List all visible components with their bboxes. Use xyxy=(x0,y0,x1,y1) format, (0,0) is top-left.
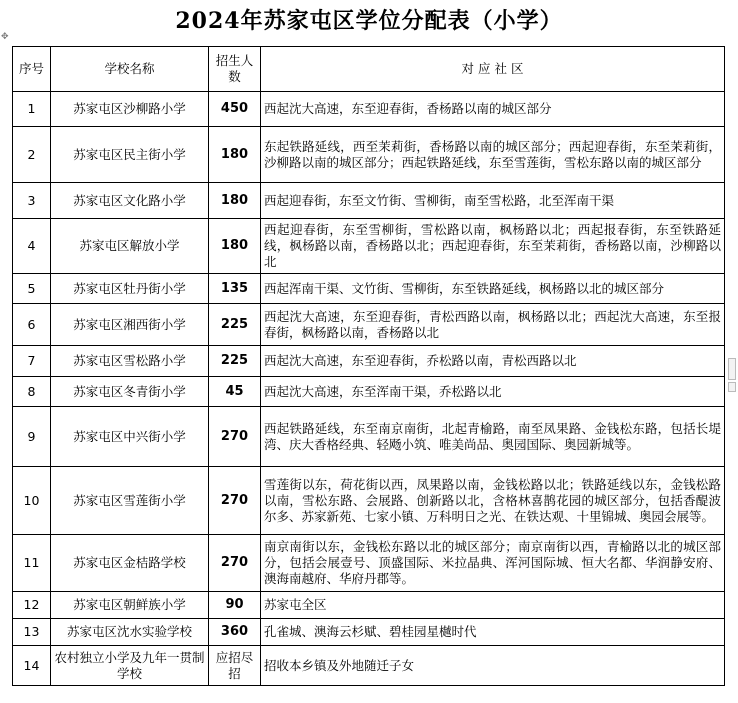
row-area: 苏家屯全区 xyxy=(261,592,725,619)
row-school-name: 苏家屯区雪松路小学 xyxy=(51,346,209,377)
row-school-name: 苏家屯区金桔路学校 xyxy=(51,535,209,592)
header-no: 序号 xyxy=(13,47,51,92)
row-area: 雪莲街以东，荷花街以西，凤果路以南，金钱松路以北；铁路延线以东，金钱松路以南，雪松东路、会展路、创新路以北，含格林喜鹊花园的城区部分，包括香醍波尔多、苏家新苑、七家小镇、万科明日之光、在铁达观、十里锦城、奥园会展等。 xyxy=(261,467,725,535)
table-row xyxy=(13,592,725,619)
row-area: 西起沈大高速，东至迎春街，青松西路以南，枫杨路以北；西起沈大高速，东至报春街，枫杨路以南，香杨路以北 xyxy=(261,304,725,346)
table-row xyxy=(13,535,725,592)
row-school-name: 农村独立小学及九年一贯制学校 xyxy=(51,646,209,686)
row-no: 9 xyxy=(13,407,51,467)
table-header-row xyxy=(13,47,725,92)
row-no: 13 xyxy=(13,619,51,646)
row-area: 南京南街以东，金钱松东路以北的城区部分；南京南街以西，青榆路以北的城区部分，包括会展壹号、顶盛国际、米拉晶典、浑河国际城、恒大名都、华润静安府、澳海南越府、华府丹郡等。 xyxy=(261,535,725,592)
row-school-name: 苏家屯区雪莲街小学 xyxy=(51,467,209,535)
row-quota: 225 xyxy=(209,304,261,346)
table-row xyxy=(13,92,725,127)
row-no: 12 xyxy=(13,592,51,619)
row-quota: 270 xyxy=(209,535,261,592)
row-area: 西起铁路延线，东至南京南街，北起青榆路，南至凤果路、金钱松东路，包括长堤湾、庆大香格经典、轻飏小筑、唯美尚品、奥园国际、奥园新城等。 xyxy=(261,407,725,467)
row-quota: 应招尽招 xyxy=(209,646,261,686)
row-no: 1 xyxy=(13,92,51,127)
row-no: 11 xyxy=(13,535,51,592)
table-row xyxy=(13,346,725,377)
row-school-name: 苏家屯区朝鲜族小学 xyxy=(51,592,209,619)
row-no: 8 xyxy=(13,377,51,407)
row-school-name: 苏家屯区中兴街小学 xyxy=(51,407,209,467)
table-row xyxy=(13,646,725,686)
row-area: 西起迎春街，东至雪柳街，雪松路以南，枫杨路以北；西起报春街，东至铁路延线，枫杨路以南，香杨路以北；西起迎春街，东至茉莉街，香杨路以南，沙柳路以北 xyxy=(261,219,725,274)
row-no: 14 xyxy=(13,646,51,686)
row-school-name: 苏家屯区沙柳路小学 xyxy=(51,92,209,127)
row-quota: 360 xyxy=(209,619,261,646)
scroll-handle-lower[interactable] xyxy=(728,382,736,392)
page-title: 2024年苏家屯区学位分配表（小学） xyxy=(175,8,563,34)
row-quota: 180 xyxy=(209,183,261,219)
table-row xyxy=(13,619,725,646)
row-school-name: 苏家屯区解放小学 xyxy=(51,219,209,274)
row-quota: 270 xyxy=(209,407,261,467)
allocation-table xyxy=(12,46,725,686)
row-school-name: 苏家屯区牡丹街小学 xyxy=(51,274,209,304)
row-school-name: 苏家屯区沈水实验学校 xyxy=(51,619,209,646)
row-no: 6 xyxy=(13,304,51,346)
header-area: 对 应 社 区 xyxy=(261,47,725,92)
row-area: 西起迎春街，东至文竹街、雪柳街，南至雪松路，北至浑南干渠 xyxy=(261,183,725,219)
row-quota: 90 xyxy=(209,592,261,619)
table-row xyxy=(13,274,725,304)
row-no: 2 xyxy=(13,127,51,183)
row-school-name: 苏家屯区民主街小学 xyxy=(51,127,209,183)
row-area: 西起浑南干渠、文竹街、雪柳街，东至铁路延线，枫杨路以北的城区部分 xyxy=(261,274,725,304)
row-quota: 45 xyxy=(209,377,261,407)
row-no: 4 xyxy=(13,219,51,274)
row-area: 东起铁路延线，西至茉莉街，香杨路以南的城区部分；西起迎春街，东至茉莉街，沙柳路以南的城区部分；西起铁路延线，东至雪莲街，雪松东路以南的城区部分 xyxy=(261,127,725,183)
table-row xyxy=(13,467,725,535)
row-quota: 135 xyxy=(209,274,261,304)
row-quota: 450 xyxy=(209,92,261,127)
row-quota: 180 xyxy=(209,127,261,183)
row-no: 7 xyxy=(13,346,51,377)
table-row xyxy=(13,377,725,407)
table-row xyxy=(13,183,725,219)
row-area: 西起沈大高速，东至浑南干渠，乔松路以北 xyxy=(261,377,725,407)
row-school-name: 苏家屯区文化路小学 xyxy=(51,183,209,219)
table-row xyxy=(13,219,725,274)
row-no: 3 xyxy=(13,183,51,219)
scroll-handle[interactable] xyxy=(728,358,736,380)
row-no: 10 xyxy=(13,467,51,535)
row-quota: 180 xyxy=(209,219,261,274)
row-school-name: 苏家屯区湘西街小学 xyxy=(51,304,209,346)
row-quota: 270 xyxy=(209,467,261,535)
row-area: 招收本乡镇及外地随迁子女 xyxy=(261,646,725,686)
table-row xyxy=(13,127,725,183)
row-area: 西起沈大高速，东至迎春街，香杨路以南的城区部分 xyxy=(261,92,725,127)
row-school-name: 苏家屯区冬青街小学 xyxy=(51,377,209,407)
row-no: 5 xyxy=(13,274,51,304)
header-school-name: 学校名称 xyxy=(51,47,209,92)
row-area: 孔雀城、澳海云杉赋、碧桂园星樾时代 xyxy=(261,619,725,646)
table-row xyxy=(13,407,725,467)
row-quota: 225 xyxy=(209,346,261,377)
table-move-handle-icon[interactable]: ✥ xyxy=(1,32,9,42)
table-row xyxy=(13,304,725,346)
row-area: 西起沈大高速，东至迎春街，乔松路以南，青松西路以北 xyxy=(261,346,725,377)
header-quota: 招生人数 xyxy=(209,47,261,92)
